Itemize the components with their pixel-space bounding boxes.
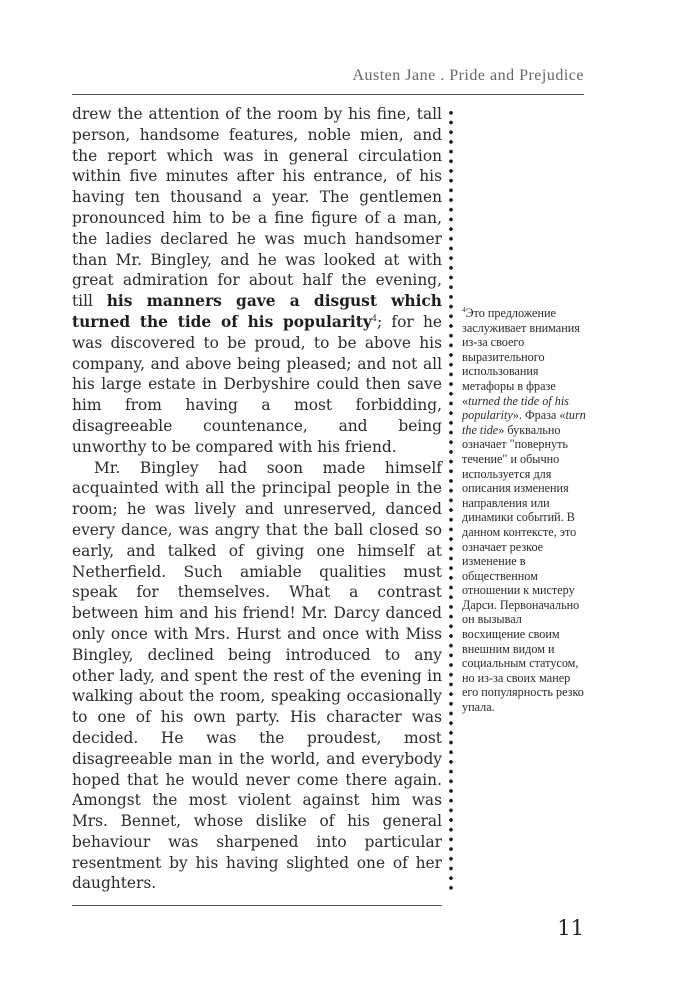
footnote-text-2: ». Фраза « [512, 408, 566, 423]
footnote-italic-1: turned the tide of his popularity [462, 393, 569, 423]
bold-phrase: his manners gave a disgust which turned the tide of his popularity [72, 292, 442, 331]
dotted-separator [448, 108, 454, 894]
side-footnote [462, 306, 586, 715]
footnote-italic-2: turn the tide [462, 408, 586, 437]
paragraph-2: Mr. Bingley had soon made himself acquainted with all the principal people in the room; he was lively and unreserved, danced every dance, was angry that the ball closed so early, and talked of giving one himself at Netherfield. Such amiable qualities must speak for themselves. What a contrast between him and his friend! Mr. Darcy danced only once with Mrs. Hurst and once with Miss Bingley, declined being introduced to any other lady, and spent the rest of the evening in walking about the room, speaking occasionally to one of his own party. His character was decided. He was the proudest, most disagreeable man in the world, and everybody hoped that he would never come there again. Amongst the most violent against him was Mrs. Bennet, whose dislike of his general behaviour was sharpened into particular resentment by his having slighted one of her daughters. [72, 458, 442, 893]
page-number: 11 [557, 916, 584, 940]
bottom-rule [72, 905, 442, 906]
running-title: Austen Jane . Pride and Prejudice [352, 67, 584, 84]
footnote-text-1: Это предложение заслуживает внимания из-за своего выразительного использования метафоры в фразе « [462, 306, 580, 408]
running-header [72, 66, 584, 95]
paragraph-1 [72, 104, 442, 458]
footnote-reference[interactable]: 4 [371, 313, 377, 323]
footnote-number: 4 [462, 305, 466, 314]
main-text-column [72, 104, 442, 894]
paragraph-1-text-a: drew the attention of the room by his fine, tall person, handsome features, noble mien, and the report which was in general circulation within five minutes after his entrance, of his having ten thousand a year. The gentlemen pronounced him to be a fine figure of a man, the ladies declared he was much handsomer than Mr. Bingley, and he was looked at with great admiration for about half the evening, till [72, 105, 442, 311]
paragraph-1-text-b: ; for he was discovered to be proud, to be above his company, and above being pleased; and not all his large estate in Derbyshire could then save him from having a most forbidding, disagreeable countenance, and being unworthy to be compared with his friend. [72, 312, 443, 456]
footnote-text-3: » буквально означает "повернуть течение" и обычно используется для описания изменения направления или динамики событий. В данном контексте, это означает резкое изменение в общественном отношении к мистеру Дарси. Первоначально он вызывал восхищение своим внешним видом и социальным статусом, но из-за своих манер его популярность резко упала. [462, 422, 584, 715]
